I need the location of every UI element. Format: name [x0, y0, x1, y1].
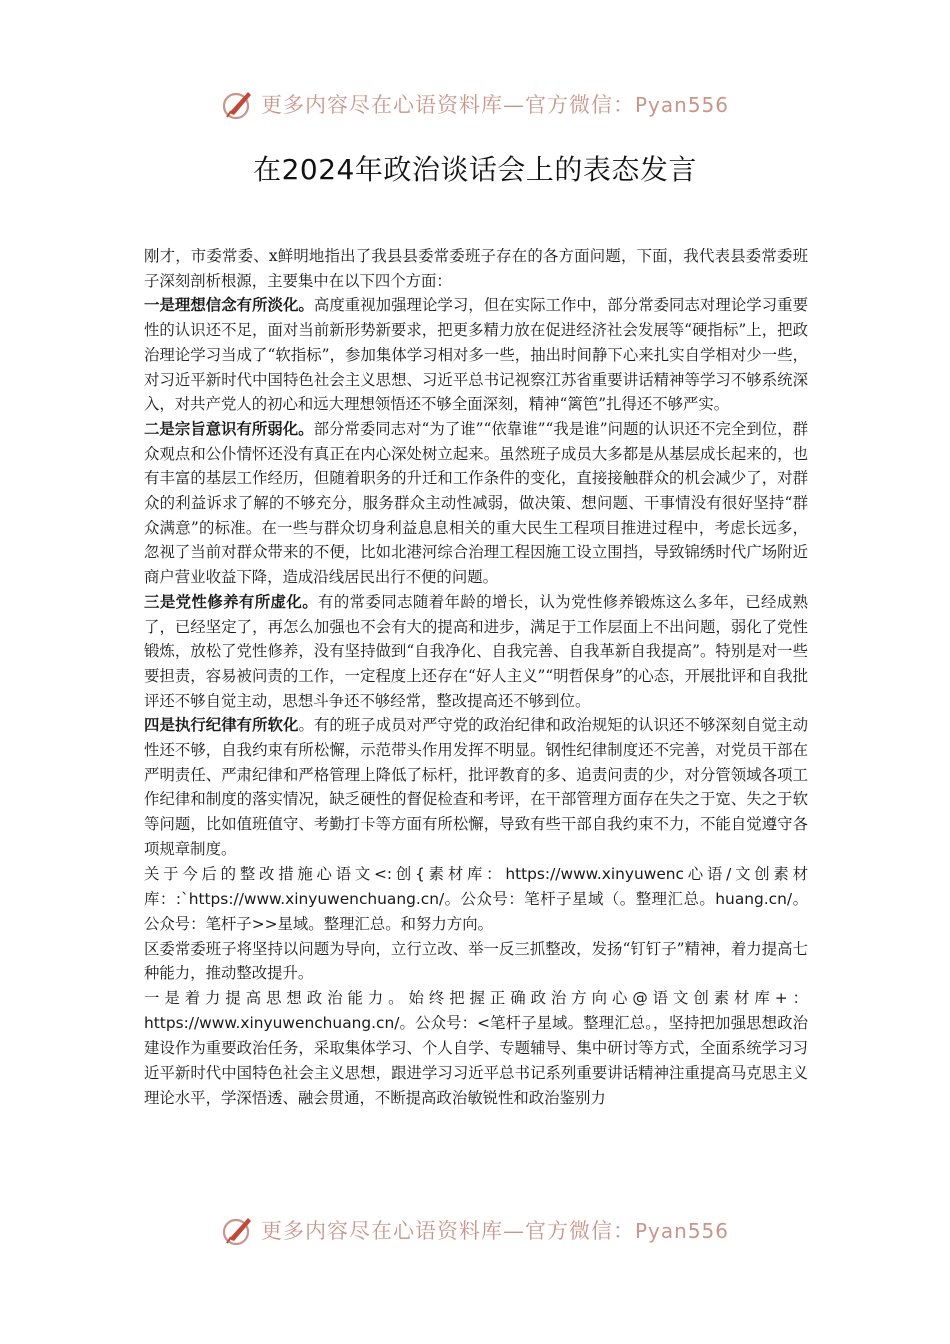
- watermark-text: 更多内容尽在心语资料库—官方微信：Pyan556: [260, 1219, 729, 1243]
- document-title: 在2024年政治谈话会上的表态发言: [253, 153, 697, 186]
- footer-watermark: [0, 1210, 950, 1250]
- paragraph-1-heading: 一是理想信念有所淡化。: [144, 296, 314, 315]
- paragraph-2-body: 部分常委同志对“为了谁”“依靠谁”“我是谁”问题的认识还不完全到位，群众观点和公仆情怀还没有真正在内心深处树立起来。虽然班子成员大多都是从基层成长起来的，也有丰富的基层工作经历，但随着职务的升迁和工作条件的变化，直接接触群众的机会减少了，对群众的利益诉求了解的不够充分，服务群众主动性减弱，做决策、想问题、干事情没有很好坚持“群众满意”的标准。在一些与群众切身利益息息相关的重大民生工程项目推进过程中，考虑长远多，忽视了当前对群众带来的不便，比如北港河综合治理工程因施工设立围挡，导致锦绣时代广场附近商户营业收益下降，造成沿线居民出行不便的问题。: [144, 419, 808, 587]
- watermark-text: 更多内容尽在心语资料库—官方微信：Pyan556: [260, 93, 729, 117]
- header-watermark: [0, 84, 950, 124]
- intro-paragraph: 刚才，市委常委、x鲜明地指出了我县县委常委班子存在的各方面问题，下面，我代表县委常委班子深刻剖析根源，主要集中在以下四个方面：: [144, 247, 808, 290]
- rectification-intro: 关于今后的整改措施心语文<:创{素材库：https://www.xinyuwenc心语/文创素材库：:`https://www.xinyuwenchuang.cn/。公众号：笔杆子星域（。整理汇总。huang.cn/。公众号：笔杆子>>星域。整理汇总。和努力方向。: [144, 864, 808, 933]
- quill-pen-logo-icon: [221, 87, 255, 121]
- document-body: [144, 244, 808, 1111]
- paragraph-1: [144, 293, 808, 417]
- paragraph-3: [144, 590, 808, 714]
- paragraph-2-heading: 二是宗旨意识有所弱化。: [144, 419, 314, 438]
- measure-1-paragraph: 一是着力提高思想政治能力。始终把握正确政治方向心@语文创素材库+：https://www.xinyuwenchuang.cn/。公众号：<笔杆子星域。整理汇总。，坚持把加强思想政治建设作为重要政治任务，采取集体学习、个人自学、专题辅导、集中研讨等方式，全面系统学习习近平新时代中国特色社会主义思想，跟进学习习近平总书记系列重要讲话精神注重提高马克思主义理论水平，学深悟透、融会贯通，不断提高政治敏锐性和政治鉴别力: [144, 988, 808, 1107]
- paragraph-4: [144, 713, 808, 861]
- paragraph-4-heading: 四是执行纪律有所软化: [144, 716, 299, 735]
- rectification-summary: 区委常委班子将坚持以问题为导向，立行立改、举一反三抓整改，发扬“钉钉子”精神，着力提高七种能力，推动整改提升。: [144, 939, 808, 983]
- paragraph-4-body: 。有的班子成员对严守党的政治纪律和政治规矩的认识还不够深刻自觉主动性还不够，自我约束有所松懈，示范带头作用发挥不明显。钢性纪律制度还不完善，对党员干部在严明责任、严肃纪律和严格管理上降低了标杆，批评教育的多、追责问责的少，对分管领域各项工作纪律和制度的落实情况，缺乏硬性的督促检查和考评，在干部管理方面存在失之于宽、失之于软等问题，比如值班值守、考勤打卡等方面有所松懈，导致有些干部自我约束不力，不能自觉遵守各项规章制度。: [144, 716, 808, 858]
- paragraph-1-body: 高度重视加强理论学习，但在实际工作中，部分常委同志对理论学习重要性的认识还不足，面对当前新形势新要求，把更多精力放在促进经济社会发展等“硬指标”上，把政治理论学习当成了“软指标”，参加集体学习相对多一些，抽出时间静下心来扎实自学相对少一些，对习近平新时代中国特色社会主义思想、习近平总书记视察江苏省重要讲话精神等学习不够系统深入，对共产党人的初心和远大理想领悟还不够全面深刻，精神“篱笆”扎得还不够严实。: [144, 296, 808, 414]
- paragraph-2: [144, 417, 808, 590]
- quill-pen-logo-icon: [221, 1213, 255, 1247]
- paragraph-3-body: 有的常委同志随着年龄的增长，认为党性修养锻炼这么多年，已经成熟了，已经坚定了，再怎么加强也不会有大的提高和进步，满足于工作层面上不出问题，弱化了党性锻炼，放松了党性修养，没有坚持做到“自我净化、自我完善、自我革新自我提高”。特别是对一些要担责，容易被问责的工作，一定程度上还存在“好人主义”“明哲保身”的心态，开展批评和自我批评还不够自觉主动，思想斗争还不够经常，整改提高还不够到位。: [144, 592, 808, 710]
- paragraph-3-heading: 三是党性修养有所虚化。: [144, 592, 319, 611]
